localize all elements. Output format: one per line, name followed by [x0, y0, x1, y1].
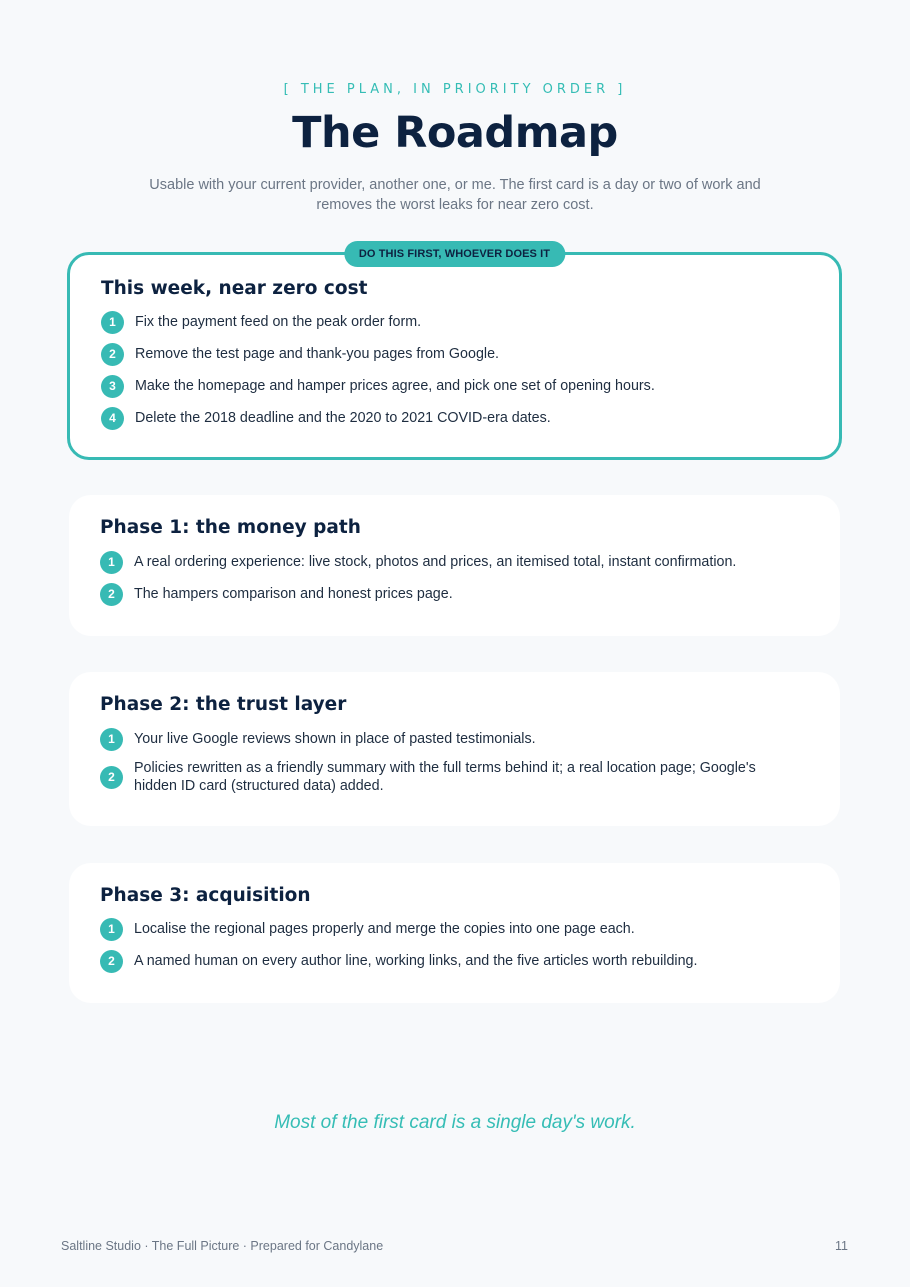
eyebrow-label: [ THE PLAN, IN PRIORITY ORDER ]	[283, 82, 627, 97]
footer-credit: Saltline Studio · The Full Picture · Prepared for Candylane	[61, 1239, 384, 1253]
step-number-badge: 2	[100, 583, 123, 606]
list-item	[101, 342, 799, 366]
card-title: This week, near zero cost	[101, 278, 368, 299]
step-number-badge: 4	[101, 407, 124, 430]
card-title: Phase 2: the trust layer	[100, 694, 347, 715]
step-number-badge: 2	[101, 343, 124, 366]
list-item-text: Delete the 2018 deadline and the 2020 to 2021 COVID-era dates.	[135, 410, 551, 426]
list-item	[100, 949, 800, 973]
list-item	[100, 582, 800, 606]
page-number: 11	[835, 1239, 848, 1253]
card-item-list	[100, 727, 800, 803]
page-title: The Roadmap	[292, 108, 618, 158]
priority-card	[67, 248, 842, 460]
list-item-text: A real ordering experience: live stock, photos and prices, an itemised total, instant confirmation.	[134, 554, 737, 570]
closing-note: Most of the first card is a single day's work.	[274, 1112, 636, 1133]
list-item	[100, 759, 800, 795]
list-item	[101, 406, 799, 430]
list-item	[100, 917, 800, 941]
list-item-text: Localise the regional pages properly and merge the copies into one page each.	[134, 921, 635, 937]
list-item-text: A named human on every author line, working links, and the five articles worth rebuilding.	[134, 953, 698, 969]
step-number-badge: 3	[101, 375, 124, 398]
step-number-badge: 1	[100, 918, 123, 941]
step-number-badge: 1	[100, 551, 123, 574]
phase-card	[69, 863, 840, 1003]
card-title: Phase 3: acquisition	[100, 885, 311, 906]
list-item-text: The hampers comparison and honest prices page.	[134, 586, 453, 602]
list-item-text: Make the homepage and hamper prices agree, and pick one set of opening hours.	[135, 378, 655, 394]
list-item	[100, 550, 800, 574]
card-item-list	[101, 310, 799, 438]
phase-card	[69, 672, 840, 826]
card-item-list	[100, 917, 800, 981]
priority-badge: DO THIS FIRST, WHOEVER DOES IT	[344, 241, 565, 267]
list-item-text: Fix the payment feed on the peak order form.	[135, 314, 422, 330]
card-item-list	[100, 550, 800, 614]
card-title: Phase 1: the money path	[100, 517, 361, 538]
phase-card	[69, 495, 840, 636]
step-number-badge: 2	[100, 950, 123, 973]
list-item-text: Your live Google reviews shown in place of pasted testimonials.	[134, 731, 536, 747]
step-number-badge: 2	[100, 766, 123, 789]
list-item	[101, 310, 799, 334]
page-subtitle: Usable with your current provider, another one, or me. The first card is a day or two of work and removes the worst leaks for near zero cost.	[149, 177, 761, 213]
list-item-text: Remove the test page and thank-you pages from Google.	[135, 346, 499, 362]
list-item	[101, 374, 799, 398]
step-number-badge: 1	[100, 728, 123, 751]
step-number-badge: 1	[101, 311, 124, 334]
list-item-text: Policies rewritten as a friendly summary with the full terms behind it; a real location page; Google's hidden ID card (structured data) added.	[134, 760, 756, 794]
list-item	[100, 727, 800, 751]
